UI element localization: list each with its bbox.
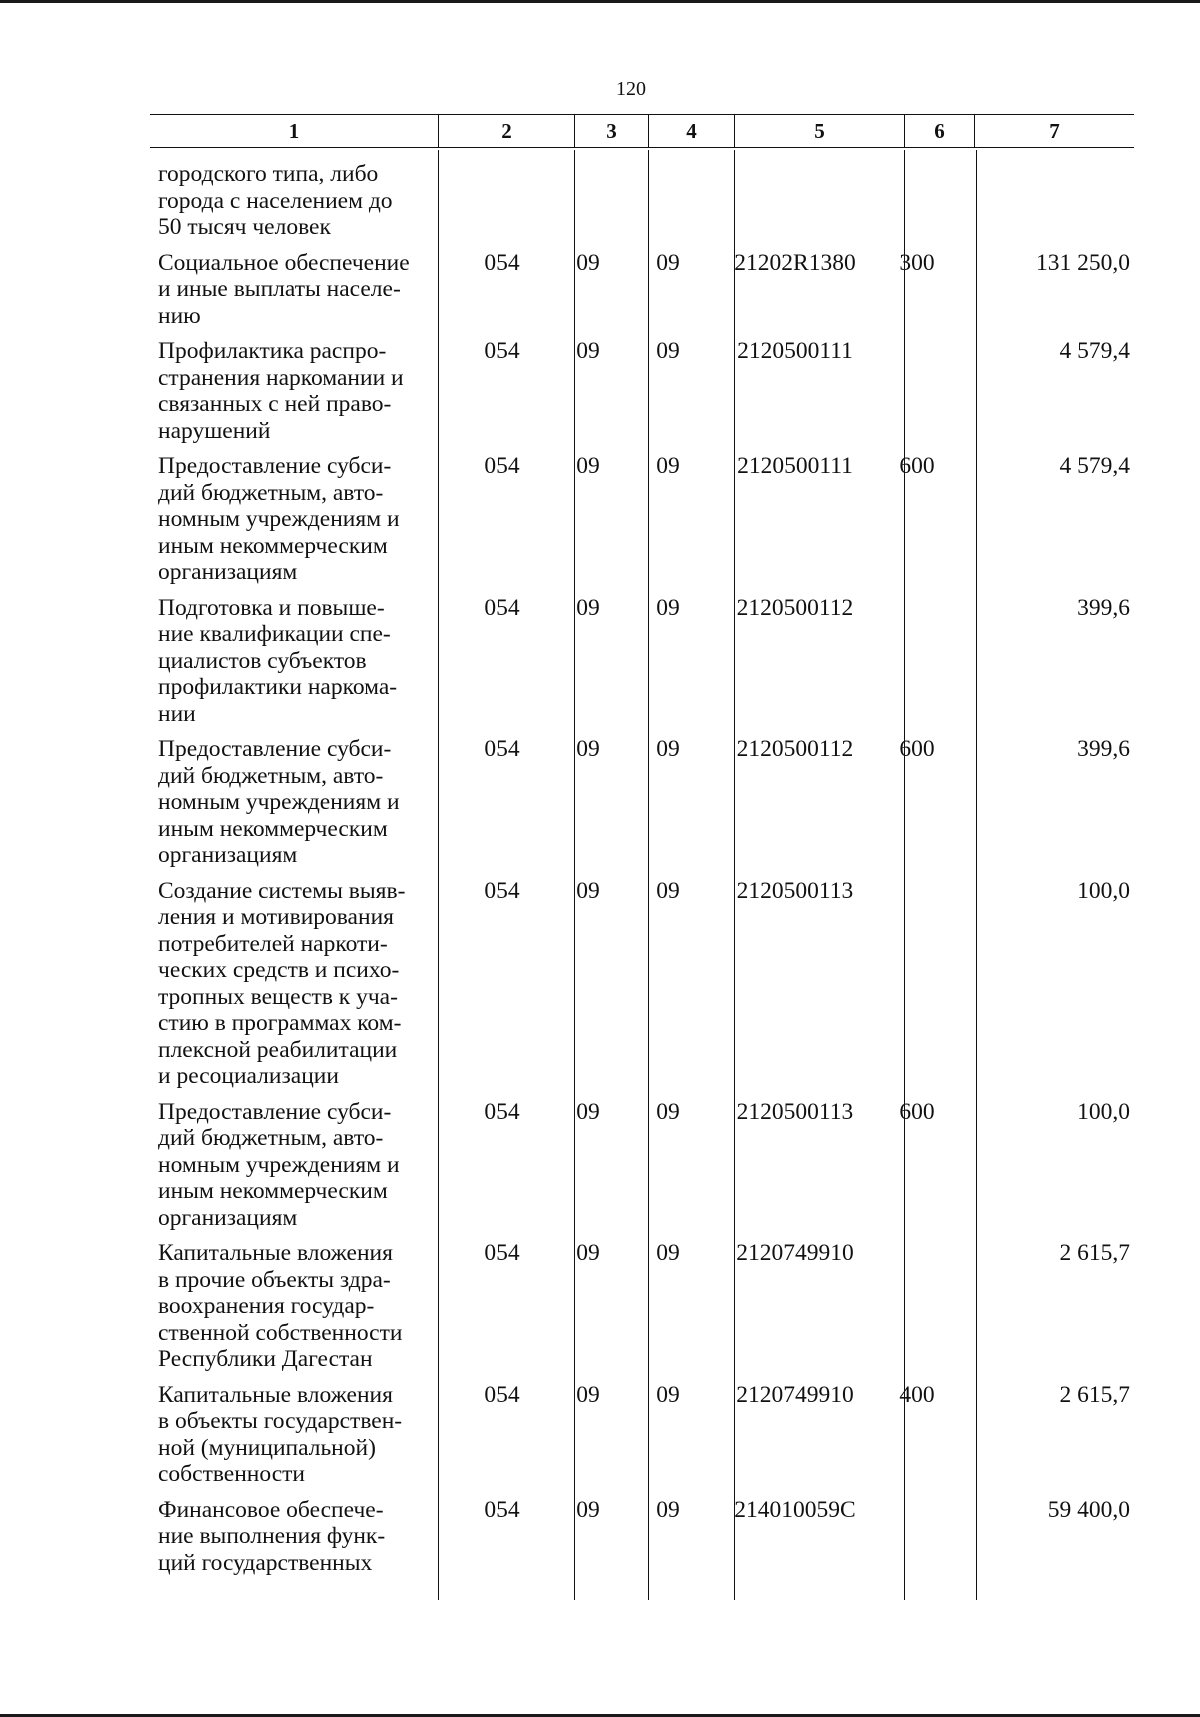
row-code-subsection: 09 — [656, 1496, 680, 1523]
row-amount: 131 250,0 — [1036, 249, 1130, 276]
header-col-2: 2 — [438, 115, 574, 147]
row-item-name-line: дий бюджетным, авто- — [158, 762, 384, 789]
row-item-name-line: номным учреждениям и — [158, 1151, 400, 1178]
row-code-ministry: 054 — [484, 1098, 520, 1125]
row-item-name — [158, 453, 420, 586]
row-code-ministry: 054 — [484, 453, 520, 479]
row-code-ministry: 054 — [484, 1240, 520, 1266]
row-target-article: 214010059С — [734, 1496, 856, 1523]
table-row — [150, 1099, 1134, 1232]
row-expense-type: 300 — [899, 249, 935, 276]
column-divider-2 — [574, 150, 575, 1600]
header-col-4: 4 — [648, 115, 734, 147]
row-item-name — [158, 878, 420, 1090]
table-row — [150, 736, 1134, 869]
column-divider-5 — [904, 150, 905, 1600]
row-item-name-line: номным учреждениям и — [158, 789, 400, 815]
row-item-name-line: воохранения государ- — [158, 1293, 375, 1319]
row-code-subsection: 09 — [656, 736, 680, 762]
row-item-name — [158, 1240, 420, 1373]
row-item-name — [158, 736, 420, 869]
row-item-name-line: Капитальные вложения — [158, 1240, 393, 1266]
row-item-name-line: Предоставление субси- — [158, 453, 392, 479]
row-target-article: 2120500111 — [737, 338, 853, 364]
row-item-name-line: иным некоммерческим — [158, 532, 388, 559]
header-col-1: 1 — [288, 119, 300, 143]
row-code-section: 09 — [576, 877, 600, 904]
row-item-name-line: связанных с ней право- — [158, 391, 392, 417]
row-item-name-line: организациям — [158, 1204, 298, 1231]
row-item-name-line: городского типа, либо — [158, 161, 379, 187]
row-item-name-line: Республики Дагестан — [158, 1346, 373, 1372]
row-code-section: 09 — [576, 1098, 600, 1125]
row-item-name — [158, 595, 420, 728]
scan-edge-top — [0, 0, 1200, 3]
row-item-name-line: нарушений — [158, 417, 271, 444]
row-amount: 59 400,0 — [1047, 1496, 1130, 1523]
row-item-name-line: странения наркомании и — [158, 364, 404, 391]
row-item-name-line: в прочие объекты здра- — [158, 1266, 391, 1293]
row-item-name — [158, 1497, 420, 1577]
row-target-article: 2120500113 — [736, 1098, 854, 1125]
row-item-name-line: Капитальные вложения — [158, 1381, 393, 1408]
row-item-name-line: организациям — [158, 842, 298, 868]
row-code-ministry: 054 — [484, 877, 520, 904]
row-item-name-line: ления и мотивирования — [158, 904, 394, 930]
row-expense-type: 600 — [899, 453, 935, 479]
table-row — [150, 338, 1134, 444]
row-item-name-line: Создание системы выяв- — [158, 877, 406, 904]
table-row — [150, 1497, 1134, 1577]
row-item-name-line: номным учреждениям и — [158, 506, 400, 532]
row-item-name-line: потребителей наркоти- — [158, 930, 388, 957]
row-expense-type: 600 — [899, 1098, 935, 1125]
table-body — [150, 148, 1134, 1576]
row-target-article: 21202R1380 — [734, 249, 856, 276]
row-code-section: 09 — [576, 338, 600, 364]
row-item-name-line: ние квалификации спе- — [158, 621, 391, 647]
row-code-subsection: 09 — [656, 1381, 680, 1408]
column-divider-3 — [648, 150, 649, 1600]
row-item-name-line: в объекты государствен- — [158, 1408, 403, 1434]
table-row — [150, 595, 1134, 728]
column-divider-4 — [734, 150, 735, 1600]
table-row — [150, 1382, 1134, 1488]
row-item-name-line: Финансовое обеспече- — [158, 1496, 384, 1523]
row-item-name-line: собственности — [158, 1461, 305, 1487]
row-item-name-line: города с населением до — [158, 187, 393, 214]
row-code-section: 09 — [576, 453, 600, 479]
row-target-article: 2120500112 — [736, 594, 854, 621]
row-item-name-line: ственной собственности — [158, 1319, 403, 1346]
row-item-name-line: и иные выплаты населе- — [158, 276, 401, 302]
row-item-name-line: циалистов субъектов — [158, 647, 367, 674]
row-target-article: 2120500113 — [736, 877, 854, 904]
row-amount: 4 579,4 — [1059, 453, 1130, 479]
row-code-ministry: 054 — [484, 1381, 520, 1408]
row-code-subsection: 09 — [656, 249, 680, 276]
row-item-name — [158, 250, 420, 330]
table-row — [150, 453, 1134, 586]
row-amount: 2 615,7 — [1059, 1381, 1130, 1408]
row-item-name-line: организациям — [158, 559, 298, 585]
row-item-name-line: нии — [158, 700, 196, 727]
row-code-subsection: 09 — [656, 1240, 680, 1266]
row-code-ministry: 054 — [484, 338, 520, 364]
header-col-6: 6 — [904, 115, 974, 147]
row-code-ministry: 054 — [484, 1496, 520, 1523]
row-code-subsection: 09 — [656, 453, 680, 479]
row-item-name-line: иным некоммерческим — [158, 1178, 388, 1204]
row-code-subsection: 09 — [656, 1098, 680, 1125]
table-row — [150, 250, 1134, 330]
row-item-name-line: дий бюджетным, авто- — [158, 479, 384, 506]
row-item-name-line: нию — [158, 302, 201, 329]
table-header-row — [150, 114, 1134, 148]
row-item-name-line: Предоставление субси- — [158, 1098, 392, 1125]
row-code-section: 09 — [576, 1240, 600, 1266]
row-target-article: 2120749910 — [736, 1381, 854, 1408]
row-item-name-line: ние выполнения функ- — [158, 1523, 386, 1549]
row-item-name-line: ной (муниципальной) — [158, 1434, 376, 1461]
header-col-7: 7 — [974, 115, 1134, 147]
row-code-section: 09 — [576, 594, 600, 621]
row-item-name-line: ций государственных — [158, 1549, 373, 1576]
row-item-name-line: профилактики наркома- — [158, 674, 398, 700]
row-amount: 4 579,4 — [1059, 338, 1130, 364]
row-code-ministry: 054 — [484, 249, 520, 276]
row-target-article: 2120500111 — [737, 453, 853, 479]
row-expense-type: 600 — [899, 736, 935, 762]
table-row — [150, 878, 1134, 1090]
row-code-ministry: 054 — [484, 594, 520, 621]
column-divider-1 — [438, 150, 439, 1600]
row-amount: 399,6 — [1077, 594, 1130, 621]
row-target-article: 2120749910 — [736, 1240, 854, 1266]
budget-table — [150, 114, 1134, 1576]
table-row — [150, 1240, 1134, 1373]
header-col-5: 5 — [734, 115, 904, 147]
row-item-name-line: Предоставление субси- — [158, 736, 392, 762]
row-code-subsection: 09 — [656, 594, 680, 621]
row-amount: 2 615,7 — [1059, 1240, 1130, 1266]
row-expense-type: 400 — [899, 1381, 935, 1408]
row-item-name-line: стию в программах ком- — [158, 1010, 402, 1036]
row-item-name-line: Подготовка и повыше- — [158, 594, 385, 621]
row-item-name-line: и ресоциализации — [158, 1063, 339, 1089]
table-row — [150, 161, 1134, 241]
row-amount: 399,6 — [1077, 736, 1130, 762]
row-item-name-line: Профилактика распро- — [158, 338, 387, 364]
row-amount: 100,0 — [1077, 877, 1130, 904]
row-item-name-line: тропных веществ к уча- — [158, 983, 398, 1010]
row-target-article: 2120500112 — [736, 736, 854, 762]
row-item-name — [158, 1099, 420, 1232]
row-item-name-line: дий бюджетным, авто- — [158, 1125, 384, 1151]
page-number: 120 — [616, 78, 646, 100]
row-code-section: 09 — [576, 249, 600, 276]
row-code-subsection: 09 — [656, 338, 680, 364]
row-item-name-line: 50 тысяч человек — [158, 214, 331, 240]
row-item-name-line: плексной реабилитации — [158, 1036, 398, 1063]
row-item-name-line: Социальное обеспечение — [158, 249, 410, 276]
header-col-3: 3 — [574, 115, 648, 147]
row-item-name — [158, 161, 420, 241]
row-item-name — [158, 338, 420, 444]
column-divider-6 — [976, 150, 977, 1600]
row-code-subsection: 09 — [656, 877, 680, 904]
row-code-section: 09 — [576, 1496, 600, 1523]
row-amount: 100,0 — [1077, 1098, 1130, 1125]
row-item-name-line: иным некоммерческим — [158, 815, 388, 842]
row-code-section: 09 — [576, 1381, 600, 1408]
row-item-name-line: ческих средств и психо- — [158, 957, 400, 983]
row-code-ministry: 054 — [484, 736, 520, 762]
row-code-section: 09 — [576, 736, 600, 762]
row-item-name — [158, 1382, 420, 1488]
